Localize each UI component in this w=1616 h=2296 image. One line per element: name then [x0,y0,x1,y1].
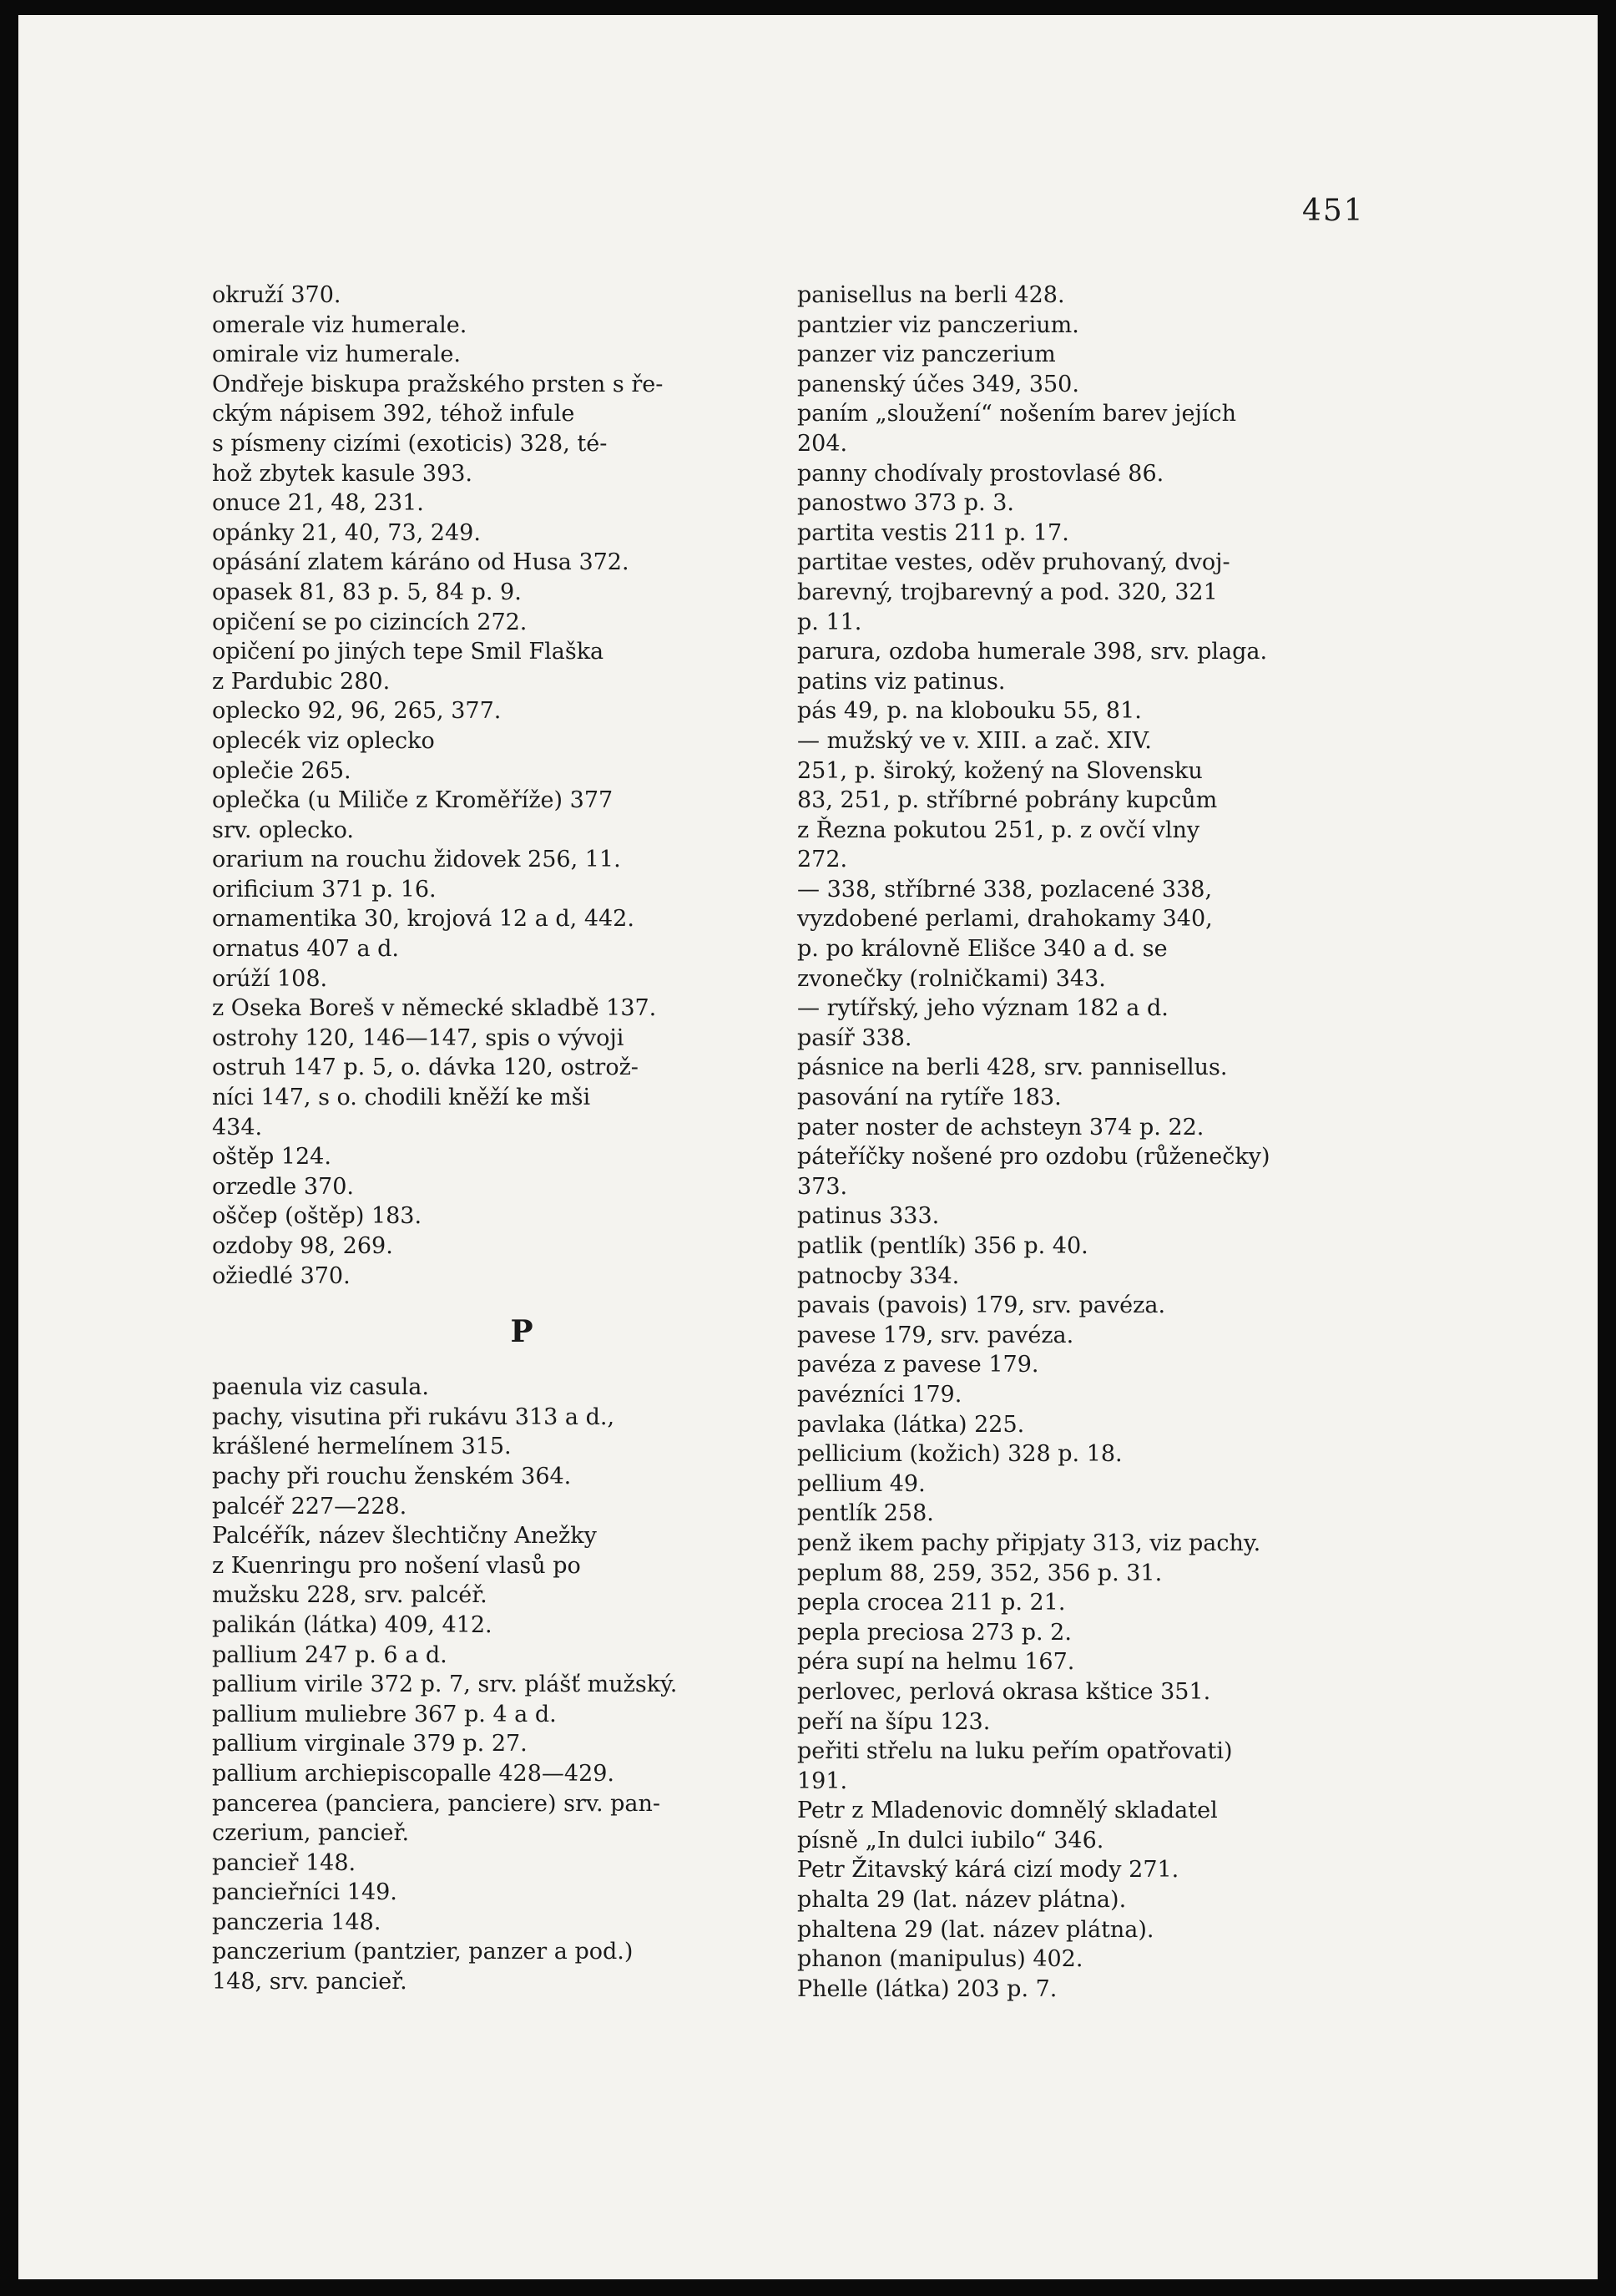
index-entry-line: oplečie 265. [212,757,351,784]
index-entry [212,786,781,845]
index-entry [212,281,781,311]
index-entry [212,1024,781,1142]
index-entry-line: péra supí na helmu 167. [797,1649,1075,1676]
index-entry-line: písně „In dulci iubilo“ 346. [797,1827,1104,1853]
index-entry-line: p. po královně Elišce 340 a d. se [797,936,1168,963]
index-entry-line: pallium virile 372 p. 7, srv. plášť mužský. [212,1671,678,1698]
index-entry-line: orarium na rouchu židovek 256, 11. [212,847,621,873]
index-entry-line: patnocby 334. [797,1262,960,1289]
index-entry-line: pasíř 338. [797,1024,912,1051]
index-entry [797,340,1368,370]
index-entry-line: panisellus na berli 428. [797,282,1065,308]
index-entry-line: 272. [797,847,848,873]
index-entry [797,1201,1368,1231]
index-entry [797,459,1368,489]
index-entry-line: paenula viz casula. [212,1374,429,1401]
index-entry [212,1908,781,1938]
index-entry-line: peplum 88, 259, 352, 356 p. 31. [797,1560,1163,1586]
index-entry [212,1700,781,1730]
index-entry-line: oplecko 92, 96, 265, 377. [212,698,502,725]
index-entry [212,994,781,1024]
index-entry-line: pachy, visutina při rukávu 313 a d., [212,1403,615,1430]
index-entry [212,964,781,994]
index-entry-line: — mužský ve v. XIII. a zač. XIV. [797,727,1152,754]
index-entry-line: ckým nápisem 392, téhož infule [212,401,575,427]
index-entry [212,756,781,786]
index-entry-line: partita vestis 211 p. 17. [797,519,1069,546]
index-entry [797,726,1368,875]
index-entry [212,1878,781,1908]
index-entry [212,1670,781,1700]
index-entry-line: ozdoby 98, 269. [212,1233,393,1259]
index-entry-line: pásnice na berli 428, srv. pannisellus. [797,1054,1228,1081]
index-entry-line: pancieřníci 149. [212,1879,397,1906]
index-entry-line: okruží 370. [212,282,341,308]
index-entry-line: ornamentika 30, krojová 12 a d, 442. [212,906,634,933]
index-entry-line: Petr z Mladenovic domnělý skladatel [797,1798,1218,1824]
index-entry [797,667,1368,697]
index-entry-line: páteříčky nošené pro ozdobu (růženečky) [797,1144,1270,1171]
index-entry [797,1529,1368,1559]
index-entry-line: pallium muliebre 367 p. 4 a d. [212,1701,557,1727]
index-entry-line: z Oseka Boreš v německé skladbě 137. [212,995,657,1022]
index-entry [797,399,1368,458]
index-entry-line: orificium 371 p. 16. [212,876,437,903]
index-entry [212,1262,781,1292]
index-entry [212,1201,781,1231]
index-entry-line: orúží 108. [212,965,328,992]
index-entry [797,994,1368,1024]
index-entry-line: oplecék viz oplecko [212,727,435,754]
index-entry-line: pavéza z pavese 179. [797,1352,1039,1378]
index-entry-line: 373. [797,1173,848,1200]
index-entry-line: ožiedlé 370. [212,1262,351,1289]
index-entry-line: parura, ozdoba humerale 398, srv. plaga. [797,639,1268,665]
index-entry-line: ostrohy 120, 146—147, spis o vývoji [212,1024,624,1051]
index-entry-line: Palcéřík, název šlechtičny Anežky [212,1523,597,1550]
index-entry-line: pellicium (kožich) 328 p. 18. [797,1441,1123,1468]
index-entry-line: s písmeny cizími (exoticis) 328, té- [212,430,608,457]
index-entry-line: z Řezna pokutou 251, p. z ovčí vlny [797,817,1200,843]
index-entry-line: pachy při rouchu ženském 364. [212,1463,572,1489]
index-entry [797,1439,1368,1469]
index-entry-line: perlovec, perlová okrasa kštice 351. [797,1678,1211,1705]
index-entry-line: pallium archiepiscopalle 428—429. [212,1760,615,1787]
index-entry-line: peří na šípu 123. [797,1708,991,1735]
index-entry-line: pentlík 258. [797,1500,934,1527]
index-entry [797,1855,1368,1885]
index-entry-line: pancieř 148. [212,1849,356,1876]
index-entry-line: krášlené hermelínem 315. [212,1434,512,1460]
index-entry-line: pancerea (panciera, panciere) srv. pan- [212,1790,661,1817]
index-entry [212,845,781,875]
index-entry-line: pepla crocea 211 p. 21. [797,1590,1066,1616]
index-entry-line: czerium, pancieř. [212,1820,410,1847]
index-entry [212,1789,781,1848]
index-entry-line: phaltena 29 (lat. název plátna). [797,1916,1154,1943]
index-entry-line: — 338, stříbrné 338, pozlacené 338, [797,876,1213,903]
index-entry-line: partitae vestes, oděv pruhovaný, dvoj- [797,549,1230,576]
section-letter: P [510,1314,533,1350]
index-entry [797,370,1368,400]
index-entry [797,1975,1368,2005]
index-entry-line: z Kuenringu pro nošení vlasů po [212,1552,581,1579]
index-entry [212,488,781,518]
index-entry [797,1321,1368,1351]
index-entry [797,1588,1368,1618]
index-entry [797,1380,1368,1410]
index-entry-line: palcéř 227—228. [212,1493,407,1520]
index-entry [797,1053,1368,1083]
index-entry [797,1142,1368,1201]
index-entry-line: pepla preciosa 273 p. 2. [797,1619,1072,1646]
index-entry-line: onuce 21, 48, 231. [212,490,424,517]
index-entry-line: mužsku 228, srv. palcéř. [212,1582,487,1609]
index-entry [797,488,1368,518]
index-entry-line: 434. [212,1114,263,1140]
index-entry-line: pantzier viz panczerium. [797,311,1079,338]
index-entry-line: patlik (pentlík) 356 p. 40. [797,1233,1088,1259]
index-entry-line: opasek 81, 83 p. 5, 84 p. 9. [212,579,522,605]
index-entry-line: p. 11. [797,609,862,635]
index-entry [212,1521,781,1611]
index-entry [212,1373,781,1403]
index-entry-line: Ondřeje biskupa pražského prsten s ře- [212,371,664,397]
index-entry-line: oštěp 124. [212,1144,331,1171]
index-entry-line: penž ikem pachy připjaty 313, viz pachy. [797,1530,1261,1556]
index-entry [797,1231,1368,1262]
index-entry [797,1499,1368,1529]
index-entry-line: opičení po jiných tepe Smil Flaška [212,639,604,665]
index-entry [797,311,1368,341]
index-entry [797,1647,1368,1677]
index-entry [212,637,781,696]
index-entry-line: panzer viz panczerium [797,341,1056,368]
index-entry [797,1559,1368,1589]
index-column-right [797,281,1368,2004]
index-entry [797,1410,1368,1440]
index-entry [797,1469,1368,1499]
index-entry [797,1291,1368,1321]
index-entry [212,904,781,934]
index-entry [212,696,781,726]
index-entry-line: peřiti střelu na luku peřím opatřovati) [797,1738,1233,1765]
index-entry [797,1737,1368,1796]
index-entry [212,1492,781,1522]
index-entry-line: panostwo 373 p. 3. [797,490,1015,517]
index-entry-line: pavese 179, srv. pavéza. [797,1322,1074,1348]
index-entry-line: ostruh 147 p. 5, o. dávka 120, ostrož- [212,1054,639,1081]
index-entry-line: pás 49, p. na klobouku 55, 81. [797,698,1142,725]
index-entry [212,1231,781,1262]
index-entry-line: pavlaka (látka) 225. [797,1411,1025,1438]
index-entry [212,875,781,905]
index-entry [212,1172,781,1202]
index-entry-line: pavézníci 179. [797,1381,962,1408]
index-entry-line: pellium 49. [797,1470,926,1497]
index-entry-line: opásání zlatem káráno od Husa 372. [212,549,629,576]
index-entry [212,340,781,370]
index-entry [212,1611,781,1641]
index-entry-line: opičení se po cizincích 272. [212,609,528,635]
index-entry [212,578,781,608]
index-entry-line: 83, 251, p. stříbrné pobrány kupcům [797,787,1218,814]
index-entry [212,1759,781,1789]
index-entry [797,1707,1368,1737]
index-entry [797,637,1368,667]
index-entry [797,548,1368,637]
index-entry [797,1945,1368,1975]
index-entry-line: hož zbytek kasule 393. [212,460,473,487]
index-entry-line: pallium 247 p. 6 a d. [212,1641,447,1668]
index-entry-line: pallium virginale 379 p. 27. [212,1731,528,1757]
index-entry [212,726,781,756]
index-entry-line: patins viz patinus. [797,668,1006,695]
index-entry-line: 148, srv. pancieř. [212,1969,407,1995]
index-entry [797,281,1368,311]
index-entry-line: vyzdobené perlami, drahokamy 340, [797,906,1213,933]
index-entry [797,1262,1368,1292]
index-entry-line: pavais (pavois) 179, srv. pavéza. [797,1292,1166,1319]
index-entry-line: oščep (oštěp) 183. [212,1203,422,1230]
index-entry [212,1848,781,1879]
index-entry [212,311,781,341]
index-entry-line: níci 147, s o. chodili kněží ke mši [212,1085,591,1111]
index-entry [212,608,781,638]
index-entry-line: panczeria 148. [212,1909,381,1935]
index-entry-line: paním „sloužení“ nošením barev jejích [797,401,1236,427]
index-entry-line: 251, p. široký, kožený na Slovensku [797,757,1203,784]
index-entry-line: zvonečky (rolničkami) 343. [797,965,1106,992]
index-entry-line: opánky 21, 40, 73, 249. [212,519,481,546]
index-entry [212,518,781,549]
index-entry [212,1729,781,1759]
index-entry-line: panenský účes 349, 350. [797,371,1079,397]
index-entry-line: palikán (látka) 409, 412. [212,1611,492,1638]
index-entry-line: Petr Žitavský kárá cizí mody 271. [797,1857,1179,1884]
index-entry-line: pasování na rytíře 183. [797,1085,1062,1111]
index-entry [212,1462,781,1492]
index-entry-line: phanon (manipulus) 402. [797,1946,1083,1973]
index-entry-line: srv. oplecko. [212,817,354,843]
index-entry-line: 204. [797,430,848,457]
index-entry [212,1142,781,1172]
index-entry [797,1618,1368,1648]
index-entry-line: phalta 29 (lat. název plátna). [797,1887,1127,1914]
index-entry [797,1885,1368,1915]
index-entry-line: Phelle (látka) 203 p. 7. [797,1975,1058,2002]
index-entry [797,1024,1368,1054]
index-entry-line: orzedle 370. [212,1173,354,1200]
index-entry [797,518,1368,549]
index-entry-line: pater noster de achsteyn 374 p. 22. [797,1114,1204,1140]
index-entry-line: 191. [797,1768,848,1794]
index-entry [797,1796,1368,1855]
index-entry-line: patinus 333. [797,1203,940,1230]
index-entry [797,1915,1368,1945]
index-column-left [212,281,781,1997]
index-entry [212,548,781,578]
index-entry-line: omirale viz humerale. [212,341,461,368]
page-number: 451 [1302,194,1365,228]
index-entry [797,1677,1368,1707]
index-entry [797,696,1368,726]
index-entry [797,875,1368,994]
index-entry-line: omerale viz humerale. [212,311,467,338]
index-entry [212,1641,781,1671]
index-entry-line: panczerium (pantzier, panzer a pod.) [212,1939,634,1965]
index-entry-line: oplečka (u Miliče z Kroměříže) 377 [212,787,614,814]
index-entry [212,934,781,964]
book-page [18,15,1598,2279]
index-entry-line: z Pardubic 280. [212,668,391,695]
index-entry-line: panny chodívaly prostovlasé 86. [797,460,1164,487]
index-entry-line: ornatus 407 a d. [212,936,399,963]
index-entry [797,1113,1368,1143]
index-entry [212,1937,781,1996]
index-entry-line: barevný, trojbarevný a pod. 320, 321 [797,579,1218,605]
index-entry-line: — rytířský, jeho význam 182 a d. [797,995,1169,1022]
index-entry [212,1403,781,1462]
index-entry [212,370,781,488]
index-entry [797,1083,1368,1113]
index-entry [797,1350,1368,1380]
